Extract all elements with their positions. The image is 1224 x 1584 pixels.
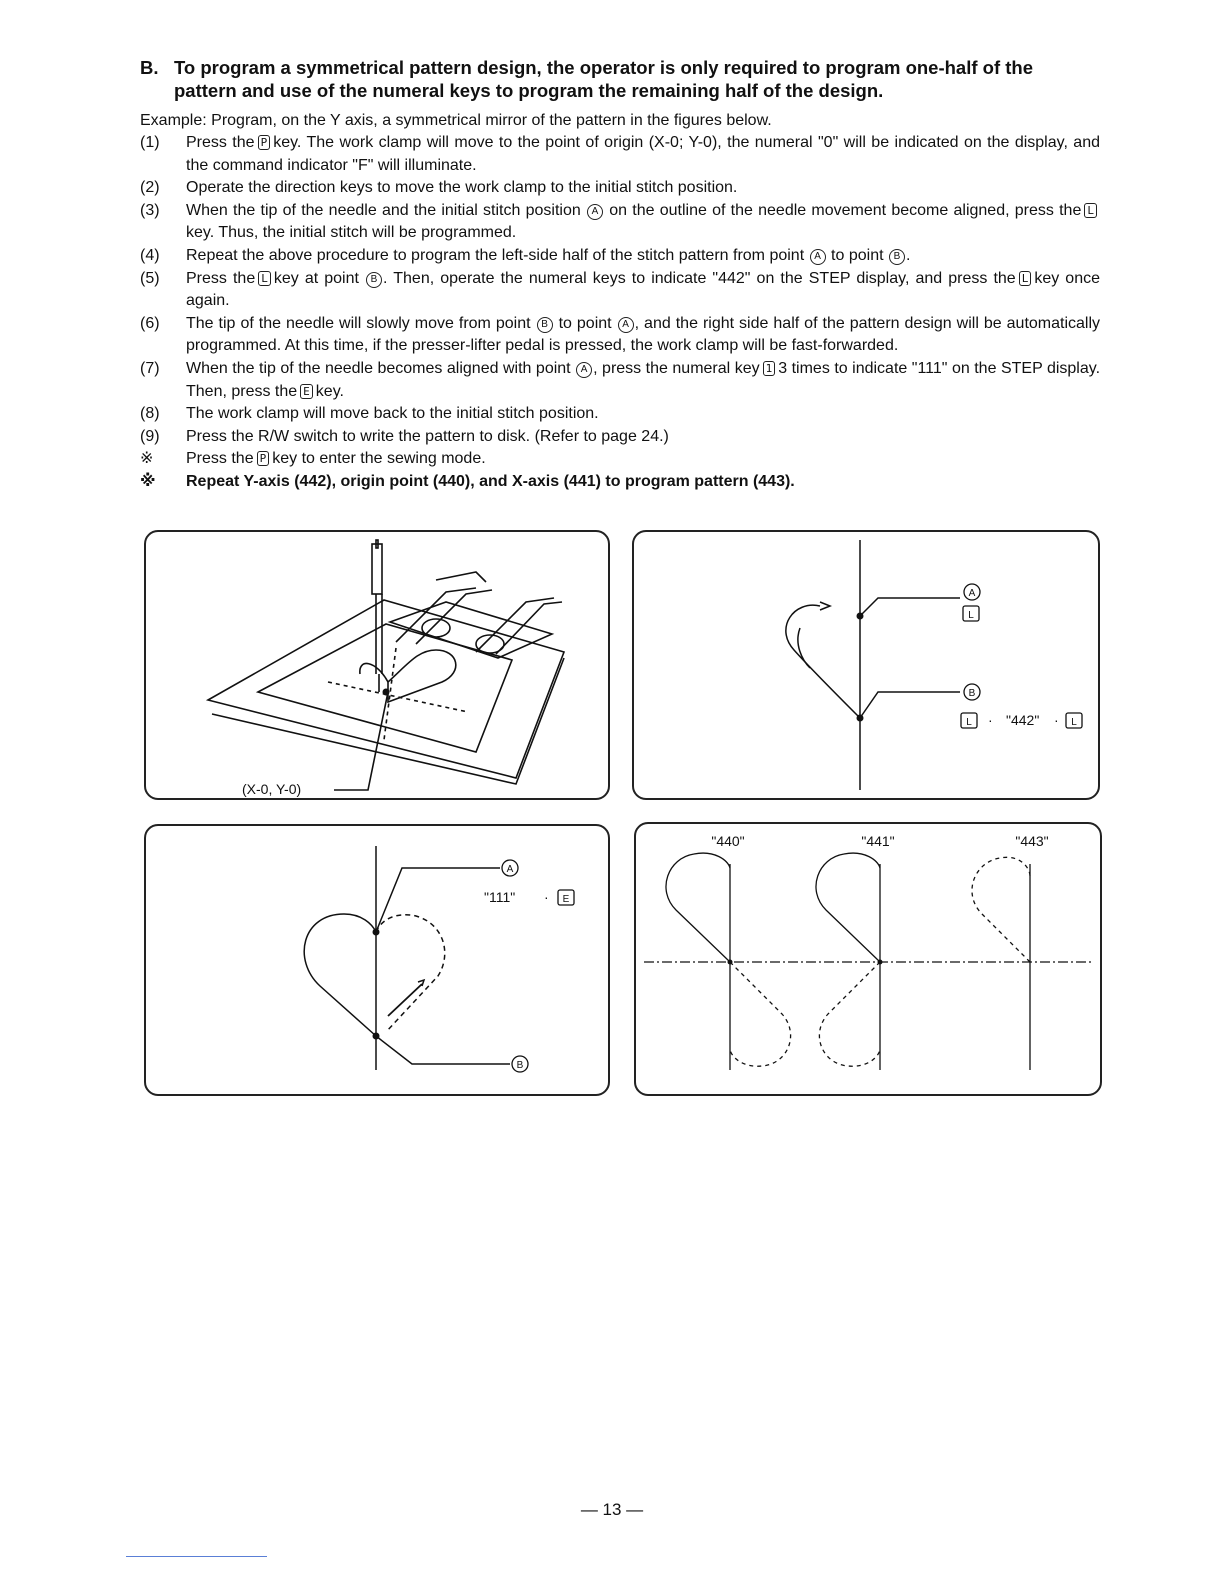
sequence-separator: · bbox=[1054, 712, 1059, 728]
point-a-marker: A bbox=[576, 362, 592, 378]
point-b-label: B bbox=[968, 688, 976, 699]
point-b-dot bbox=[373, 1033, 380, 1040]
step-text: Operate the direction keys to move the work clamp to the initial stitch position. bbox=[186, 179, 738, 197]
pattern-441-origin bbox=[878, 960, 883, 965]
pattern-variants-diagram bbox=[636, 824, 1100, 1094]
heading-line-1: To program a symmetrical pattern design, the operator is only required to program one-half of the bbox=[174, 57, 1034, 78]
note-mark: ※ bbox=[140, 450, 154, 468]
l-key-icon: L bbox=[1019, 271, 1032, 286]
p-key-icon: P bbox=[257, 451, 270, 466]
step-text: 3 times to indicate "111" on the STEP display. Then, press the bbox=[186, 359, 1101, 400]
step-text: The tip of the needle will slowly move from point bbox=[186, 314, 531, 332]
work-clamp-illustration bbox=[146, 532, 608, 798]
point-a-marker: A bbox=[618, 317, 634, 333]
step-number: (1) bbox=[140, 134, 160, 151]
step-8 bbox=[140, 403, 1100, 426]
origin-label: (X-0, Y-0) bbox=[242, 781, 302, 797]
figure-work-clamp bbox=[144, 530, 610, 800]
note-mark: ※ bbox=[140, 472, 156, 490]
page-number: — 13 — bbox=[580, 1500, 644, 1519]
example-intro: Example: Program, on the Y axis, a symmetrical mirror of the pattern in the figures below. bbox=[140, 112, 772, 129]
figure-pattern-variants bbox=[634, 822, 1102, 1096]
point-b-marker: B bbox=[366, 272, 382, 288]
step-text: key once again. bbox=[186, 269, 1100, 310]
point-a-marker: A bbox=[587, 204, 603, 220]
point-a-marker: A bbox=[810, 249, 826, 265]
l-key-label: L bbox=[966, 717, 972, 728]
section-heading bbox=[140, 56, 1100, 102]
step-text: Press the bbox=[186, 269, 256, 287]
e-key-icon: E bbox=[300, 384, 313, 399]
step-text: The work clamp will move back to the initial stitch position. bbox=[186, 405, 599, 423]
step-text: key. The work clamp will move to the point of origin (X-0; Y-0), the numeral "0" will be indicated on the display, and the command indicator "F" will illuminate. bbox=[186, 134, 1101, 174]
step-text: , press the numeral key bbox=[593, 359, 760, 377]
step-2 bbox=[140, 177, 1100, 200]
section-label: B. bbox=[140, 57, 159, 78]
sequence-separator: · bbox=[544, 889, 549, 905]
step-text: to point bbox=[558, 314, 612, 332]
step-number: (7) bbox=[140, 359, 160, 377]
left-half-diagram bbox=[634, 532, 1098, 798]
figure-left-half bbox=[632, 530, 1100, 800]
numeral-1-key-icon: 1 bbox=[763, 361, 776, 376]
step-number: (4) bbox=[140, 246, 160, 264]
step-4 bbox=[140, 245, 1100, 268]
sequence-separator: · bbox=[988, 712, 993, 728]
step-text: to point bbox=[831, 246, 884, 264]
p-key-icon: P bbox=[258, 135, 271, 150]
step-text: Repeat Y-axis (442), origin point (440), and X-axis (441) to program pattern (443). bbox=[186, 472, 795, 490]
step-number: (2) bbox=[140, 179, 160, 197]
point-a-dot bbox=[857, 613, 864, 620]
pattern-441-label: "441" bbox=[861, 833, 895, 849]
step-number: (5) bbox=[140, 269, 160, 287]
step-number: (3) bbox=[140, 201, 160, 219]
step-text: , and the right side half of the pattern design will be automatically programmed. At this time, if the presser-lifter pedal is pressed, the work clamp will be fast-forwarded. bbox=[186, 314, 1101, 355]
point-b-marker: B bbox=[537, 317, 553, 333]
step-number: (6) bbox=[140, 314, 160, 332]
l-key-label: L bbox=[968, 610, 974, 621]
e-key-label: E bbox=[562, 894, 570, 905]
step-text: Press the bbox=[186, 134, 255, 151]
footer-rule bbox=[126, 1556, 267, 1557]
pattern-440-label: "440" bbox=[711, 833, 745, 849]
heading-line-2: pattern and use of the numeral keys to program the remaining half of the design. bbox=[174, 80, 884, 101]
sequence-value: "111" bbox=[484, 889, 516, 905]
point-b-label: B bbox=[516, 1060, 524, 1071]
step-3 bbox=[140, 200, 1100, 245]
figure-full-heart bbox=[144, 824, 610, 1096]
point-b-marker: B bbox=[889, 249, 905, 265]
step-text: Press the R/W switch to write the pattern to disk. (Refer to page 24.) bbox=[186, 427, 669, 445]
step-text: on the outline of the needle movement become aligned, press the bbox=[609, 201, 1082, 219]
step-text: key at point bbox=[273, 269, 359, 287]
l-key-label: L bbox=[1071, 717, 1077, 728]
step-text: key to enter the sewing mode. bbox=[272, 450, 486, 468]
step-6 bbox=[140, 313, 1100, 358]
step-text: key. bbox=[315, 382, 344, 400]
pattern-440-origin bbox=[728, 960, 733, 965]
step-text: Press the bbox=[186, 450, 254, 468]
note-repeat bbox=[140, 471, 1100, 494]
step-5 bbox=[140, 268, 1100, 313]
step-7 bbox=[140, 358, 1100, 403]
full-heart-diagram bbox=[146, 826, 608, 1094]
sequence-value: "442" bbox=[1006, 712, 1040, 728]
point-a-label: A bbox=[506, 864, 514, 875]
point-b-dot bbox=[857, 715, 864, 722]
point-a-dot bbox=[373, 929, 380, 936]
step-text: . bbox=[905, 246, 911, 264]
step-text: key. Thus, the initial stitch will be programmed. bbox=[186, 224, 517, 242]
step-number: (9) bbox=[140, 427, 160, 445]
step-text: Repeat the above procedure to program the left-side half of the stitch pattern from point bbox=[186, 246, 805, 264]
point-a-label: A bbox=[968, 588, 976, 599]
step-text: When the tip of the needle becomes aligned with point bbox=[186, 359, 571, 377]
l-key-icon: L bbox=[258, 271, 271, 286]
step-list bbox=[140, 132, 1100, 494]
l-key-icon: L bbox=[1084, 203, 1097, 218]
note-sewing-mode bbox=[140, 448, 1100, 471]
origin-point bbox=[383, 689, 390, 696]
pattern-443-label: "443" bbox=[1015, 833, 1049, 849]
step-1 bbox=[140, 132, 1100, 177]
step-number: (8) bbox=[140, 405, 160, 423]
step-text: . Then, operate the numeral keys to indicate "442" on the STEP display, and press the bbox=[383, 269, 1016, 287]
step-text: When the tip of the needle and the initial stitch position bbox=[186, 201, 581, 219]
step-9 bbox=[140, 426, 1100, 449]
